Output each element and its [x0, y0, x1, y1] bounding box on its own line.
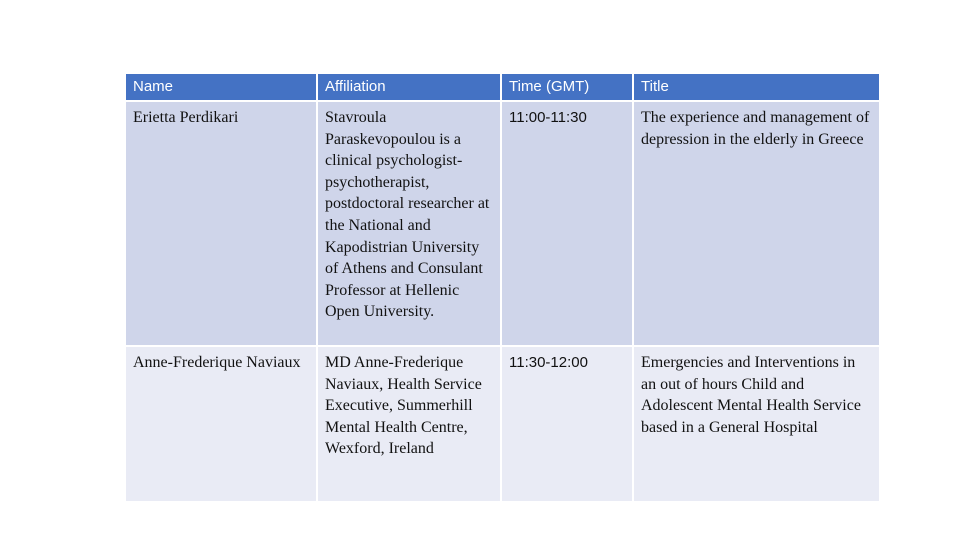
- column-header-affiliation: Affiliation: [317, 73, 501, 101]
- table-row: [125, 346, 880, 502]
- talk-title-cell: Emergencies and Interventions in an out of hours Child and Adolescent Mental Health Service based in a General Hospital: [633, 346, 880, 502]
- column-header-time: Time (GMT): [501, 73, 633, 101]
- column-header-name: Name: [125, 73, 317, 101]
- table-header-row: [125, 73, 880, 101]
- speaker-name-cell: Anne-Frederique Naviaux: [125, 346, 317, 502]
- column-header-title: Title: [633, 73, 880, 101]
- table-row: [125, 101, 880, 346]
- talk-title-cell: The experience and management of depression in the elderly in Greece: [633, 101, 880, 346]
- speaker-schedule-table: [124, 72, 881, 503]
- affiliation-cell: MD Anne-Frederique Naviaux, Health Service Executive, Summerhill Mental Health Centre, Wexford, Ireland: [317, 346, 501, 502]
- speaker-name-cell: Erietta Perdikari: [125, 101, 317, 346]
- time-cell: 11:30-12:00: [501, 346, 633, 502]
- affiliation-cell: Stavroula Paraskevopoulou is a clinical psychologist-psychotherapist, postdoctoral researcher at the National and Kapodistrian University of Athens and Consulant Professor at Hellenic Open University.: [317, 101, 501, 346]
- time-cell: 11:00-11:30: [501, 101, 633, 346]
